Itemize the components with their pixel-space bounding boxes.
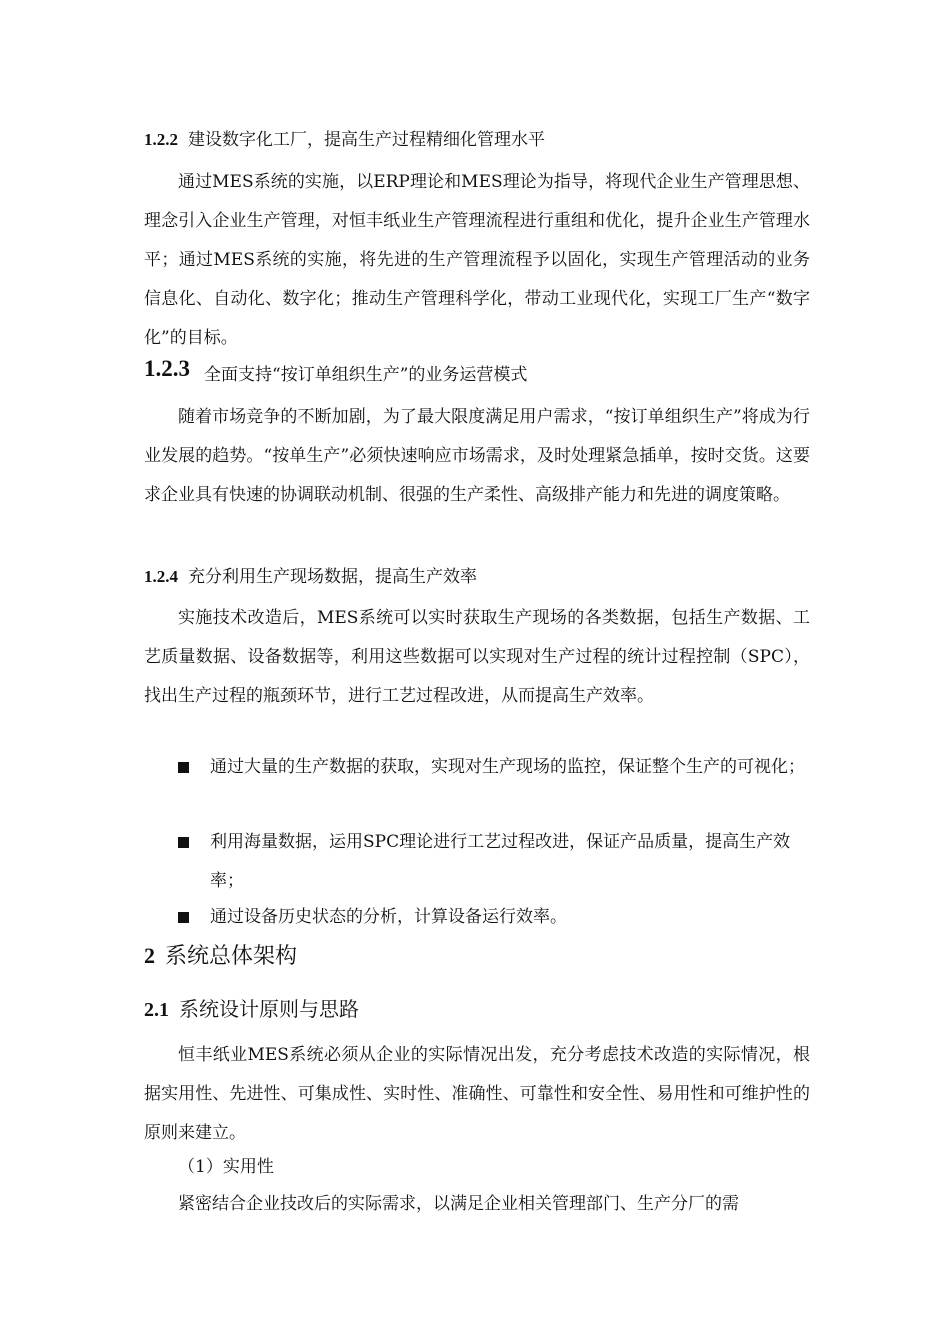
list-item-text: 利用海量数据，运用SPC理论进行工艺过程改进，保证产品质量，提高生产效率；	[210, 832, 791, 891]
section-title: 系统总体架构	[165, 944, 298, 969]
list-item	[178, 748, 810, 787]
square-bullet-icon	[178, 837, 189, 848]
paragraph-1-2-2: 通过MES系统的实施，以ERP理论和MES理论为指导，将现代企业生产管理思想、理念引入企业生产管理，对恒丰纸业生产管理流程进行重组和优化，提升企业生产管理水平；通过MES系统的实施，将先进的生产管理流程予以固化，实现生产管理活动的业务信息化、自动化、数字化；推动生产管理科学化，带动工业现代化，实现工厂生产“数字化”的目标。	[144, 172, 810, 348]
section-title: 系统设计原则与思路	[179, 997, 359, 1021]
heading-1-2-4	[144, 565, 810, 589]
list-item-text: 通过大量的生产数据的获取，实现对生产现场的监控，保证整个生产的可视化；	[210, 757, 805, 777]
paragraph-1-2-4: 实施技术改造后，MES系统可以实时获取生产现场的各类数据，包括生产数据、工艺质量数据、设备数据等，利用这些数据可以实现对生产过程的统计过程控制（SPC），找出生产过程的瓶颈环节，进行工艺过程改进，从而提高生产效率。	[144, 608, 810, 706]
heading-2-1	[144, 995, 810, 1024]
square-bullet-icon	[178, 912, 189, 923]
paragraph-1-2-3: 随着市场竞争的不断加剧，为了最大限度满足用户需求，“按订单组织生产”将成为行业发展的趋势。“按单生产”必须快速响应市场需求，及时处理紧急插单，按时交货。这要求企业具有快速的协调联动机制、很强的生产柔性、高级排产能力和先进的调度策略。	[144, 407, 810, 505]
section-number: 1.2.4	[144, 567, 178, 586]
square-bullet-icon	[178, 762, 189, 773]
section-number: 1.2.3	[144, 356, 190, 381]
list-item	[178, 823, 810, 901]
principle-heading-practicality: （1）实用性	[178, 1157, 274, 1177]
section-title: 全面支持“按订单组织生产”的业务运营模式	[204, 365, 528, 385]
heading-2	[144, 941, 810, 972]
list-item	[178, 898, 810, 937]
heading-1-2-2	[144, 128, 810, 152]
paragraph-practicality: 紧密结合企业技改后的实际需求，以满足企业相关管理部门、生产分厂的需	[178, 1194, 739, 1214]
section-title: 充分利用生产现场数据，提高生产效率	[188, 567, 477, 587]
section-number: 1.2.2	[144, 130, 178, 149]
section-title: 建设数字化工厂，提高生产过程精细化管理水平	[188, 130, 545, 150]
section-number: 2.1	[144, 999, 169, 1021]
paragraph-2-1: 恒丰纸业MES系统必须从企业的实际情况出发，充分考虑技术改造的实际情况，根据实用性、先进性、可集成性、实时性、准确性、可靠性和安全性、易用性和可维护性的原则来建立。	[144, 1045, 810, 1143]
section-number: 2	[144, 943, 155, 968]
heading-1-2-3	[144, 356, 810, 385]
list-item-text: 通过设备历史状态的分析，计算设备运行效率。	[210, 907, 567, 927]
